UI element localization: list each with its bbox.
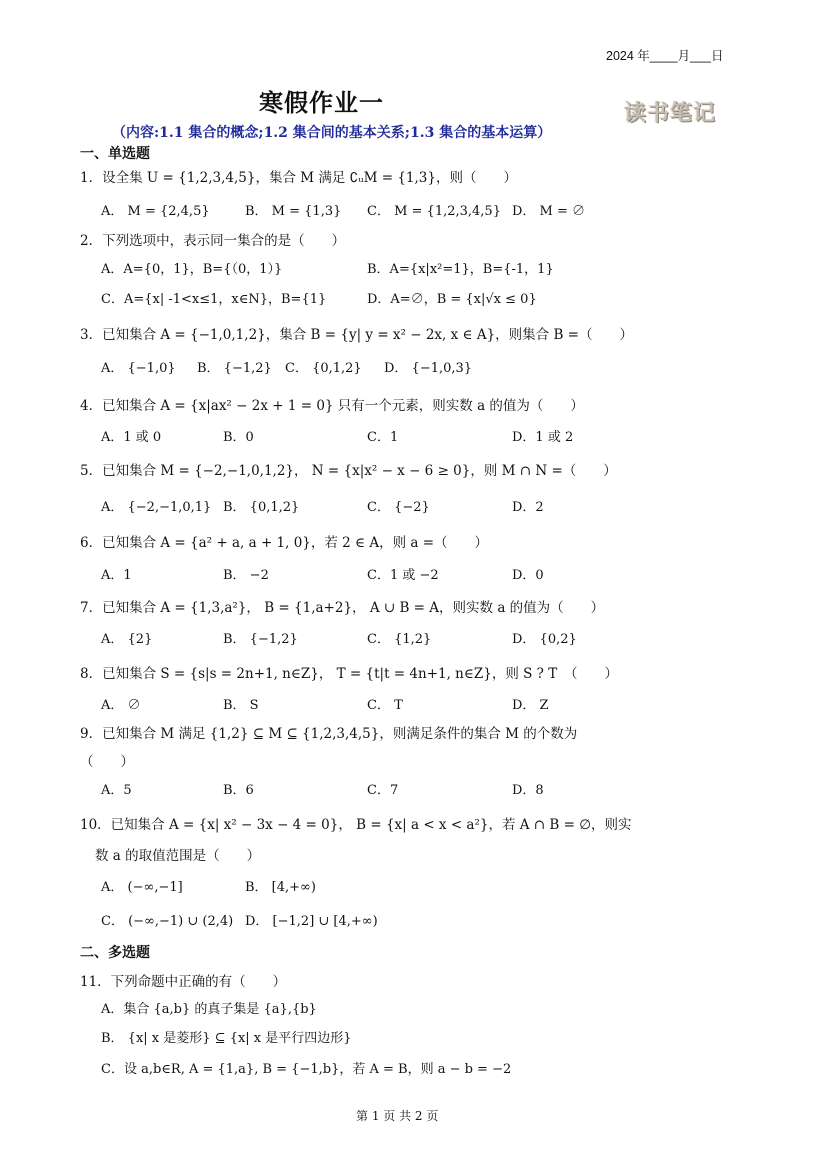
page-title: 寒假作业一: [259, 89, 384, 117]
option-a: A． M = {2,4,5}: [101, 204, 210, 219]
option-d: D．A=∅，B = {x|√x ≤ 0}: [367, 292, 537, 307]
question-stem: 2．下列选项中，表示同一集合的是（ ）: [80, 233, 346, 249]
question-stem: 3．已知集合 A = {−1,0,1,2}，集合 B = {y| y = x² − 2x, x ∈ A}，则集合 B =（ ）: [80, 327, 633, 343]
option-a: A． {−2,−1,0,1}: [101, 500, 212, 515]
option-c: C． T: [367, 698, 403, 713]
option-c: C． (−∞,−1) ∪ (2,4): [101, 914, 234, 929]
option-b: B． {x| x 是菱形} ⊆ {x| x 是平行四边形}: [101, 1031, 352, 1046]
option-c: C． {0,1,2}: [285, 361, 362, 376]
option-c: C．A={x| -1<x≤1，x∈N}，B={1}: [101, 292, 327, 307]
question-stem: 11．下列命题中正确的有（ ）: [80, 974, 287, 990]
page-subtitle: （内容:1.1 集合的概念;1.2 集合间的基本关系;1.3 集合的基本运算）: [112, 125, 552, 141]
option-a: A． {2}: [101, 632, 153, 647]
option-d: D．8: [512, 783, 544, 798]
option-a: A．5: [101, 783, 132, 798]
option-a: A． ∅: [101, 698, 141, 713]
question-stem: 10．已知集合 A = {x| x² − 3x − 4 = 0}， B = {x| a < x < a²}，若 A ∩ B = ∅，则实: [80, 817, 632, 833]
option-d: D． [−1,2] ∪ [4,+∞): [245, 914, 378, 929]
reading-notes-stamp: 读书笔记: [624, 100, 717, 126]
question-stem-continued: 数 a 的取值范围是（ ）: [95, 848, 261, 864]
option-d: D． M = ∅: [512, 204, 586, 219]
option-c: C．1: [367, 430, 399, 445]
option-b: B． −2: [223, 568, 269, 583]
question-stem: 8．已知集合 S = {s|s = 2n+1, n∈Z}， T = {t|t = 4n+1, n∈Z}，则 S ? T （ ）: [80, 666, 618, 682]
section-heading-multi-choice: 二、多选题: [80, 945, 150, 961]
option-b: B． {−1,2}: [197, 361, 272, 376]
question-stem: 1．设全集 U = {1,2,3,4,5}，集合 M 满足 ∁ᵤM = {1,3}，则（ ）: [80, 170, 517, 186]
option-a: A． (−∞,−1]: [101, 880, 183, 895]
option-d: D． {−1,0,3}: [384, 361, 473, 376]
option-c: C．7: [367, 783, 399, 798]
question-stem: 7．已知集合 A = {1,3,a²}， B = {1,a+2}， A ∪ B = A，则实数 a 的值为（ ）: [80, 600, 605, 616]
option-c: C．1 或 −2: [367, 568, 439, 583]
option-c: C． {−2}: [367, 500, 430, 515]
option-c: C． {1,2}: [367, 632, 432, 647]
option-c: C． M = {1,2,3,4,5}: [367, 204, 501, 219]
option-d: D．0: [512, 568, 544, 583]
option-c: C．设 a,b∈R, A = {1,a}, B = {−1,b}，若 A = B，则 a − b = −2: [101, 1062, 512, 1077]
question-stem-continued: （ ）: [80, 754, 134, 770]
option-d: D．2: [512, 500, 544, 515]
question-stem: 5．已知集合 M = {−2,−1,0,1,2}， N = {x|x² − x − 6 ≥ 0}，则 M ∩ N =（ ）: [80, 463, 617, 479]
option-d: D． Z: [512, 698, 549, 713]
option-b: B．0: [223, 430, 254, 445]
option-a: A． {−1,0}: [101, 361, 176, 376]
option-b: B．A={x|x²=1}，B={-1，1}: [367, 262, 554, 277]
option-b: B． M = {1,3}: [245, 204, 342, 219]
option-b: B． {−1,2}: [223, 632, 298, 647]
option-d: D．1 或 2: [512, 430, 574, 445]
option-d: D． {0,2}: [512, 632, 577, 647]
date-line: 2024 年____月___日: [606, 49, 724, 63]
option-a: A．1: [101, 568, 132, 583]
option-a: A．1 或 0: [101, 430, 162, 445]
question-stem: 6．已知集合 A = {a² + a, a + 1, 0}，若 2 ∈ A，则 a =（ ）: [80, 535, 489, 551]
option-a: A．集合 {a,b} 的真子集是 {a},{b}: [101, 1002, 317, 1017]
option-b: B． [4,+∞): [245, 880, 316, 895]
option-b: B． S: [223, 698, 259, 713]
section-heading-single-choice: 一、单选题: [80, 146, 150, 162]
option-b: B． {0,1,2}: [223, 500, 300, 515]
option-a: A．A={0，1}，B={（0，1）}: [101, 262, 283, 277]
question-stem: 4．已知集合 A = {x|ax² − 2x + 1 = 0} 只有一个元素，则实数 a 的值为（ ）: [80, 398, 584, 414]
page-footer: 第 1 页 共 2 页: [356, 1109, 439, 1123]
question-stem: 9．已知集合 M 满足 {1,2} ⊆ M ⊆ {1,2,3,4,5}，则满足条件的集合 M 的个数为: [80, 726, 578, 742]
option-b: B．6: [223, 783, 254, 798]
